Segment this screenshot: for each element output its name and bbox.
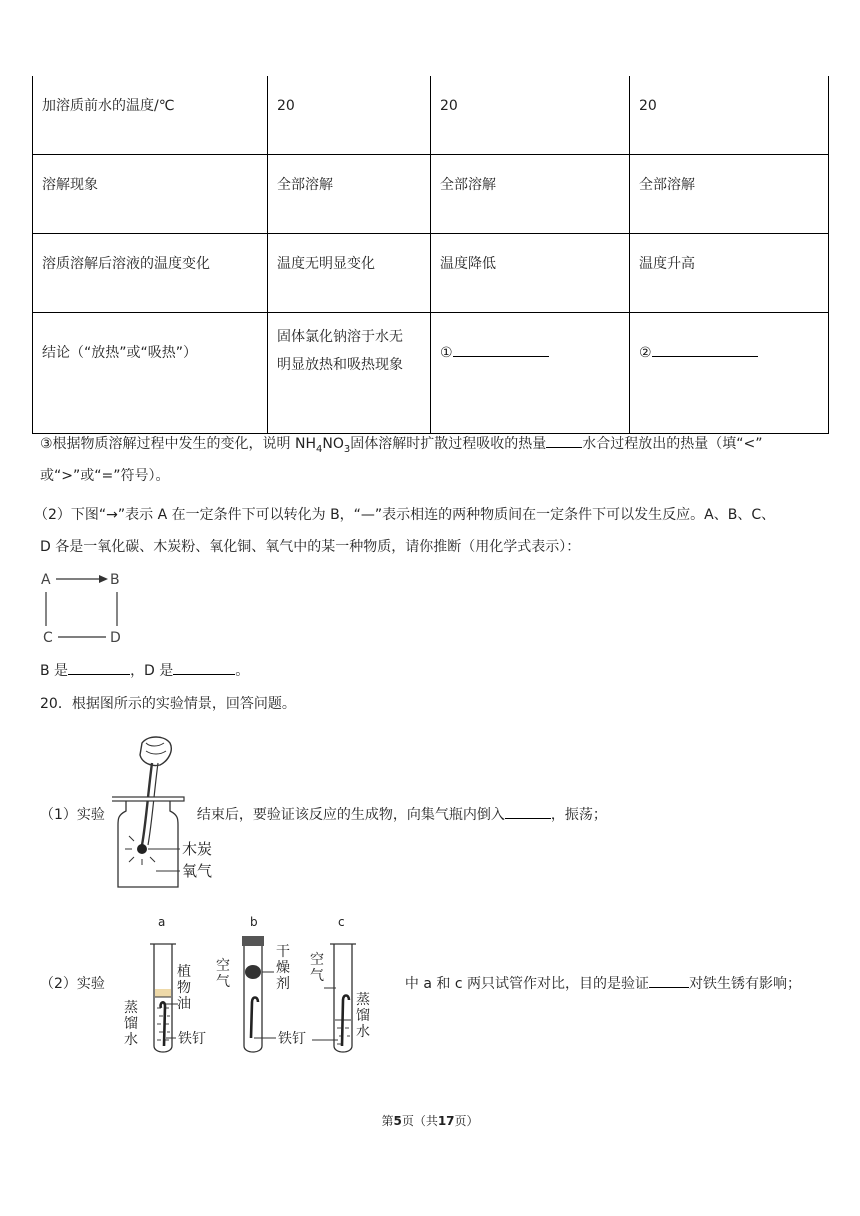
question-3-line1: [40, 432, 763, 462]
label-water-c: [356, 991, 370, 1040]
table-cell: 全部溶解: [431, 155, 630, 234]
text: （1）实验: [40, 807, 105, 823]
experiment-2-line: [40, 972, 801, 996]
subscript: 3: [343, 443, 351, 455]
text: NO: [322, 436, 344, 452]
label-nail-a: 铁钉: [178, 1031, 206, 1047]
text: 结束后，要验证该反应的生成物，向集气瓶内倒入: [196, 807, 505, 823]
answer-mark: ①: [440, 345, 453, 361]
answer-blank[interactable]: [453, 340, 549, 357]
node-b: B: [110, 572, 120, 588]
label-water-a: [124, 999, 138, 1048]
answer-blank-b[interactable]: [68, 659, 130, 675]
glyph: 水: [124, 1032, 138, 1048]
stopper: [242, 936, 264, 946]
table-cell: 全部溶解: [268, 155, 431, 234]
arrowhead: [99, 575, 108, 583]
glyph: 蒸: [124, 1000, 138, 1016]
answer-line: [40, 659, 249, 683]
cell-text: 固体氯化钠溶于水无: [277, 329, 403, 345]
glyph: 气: [216, 974, 230, 990]
text: （2）实验: [40, 976, 105, 992]
table-row: [33, 155, 829, 234]
table-cell: 20: [431, 76, 630, 155]
glyph: 剂: [276, 976, 290, 992]
table-row: [33, 76, 829, 155]
table-cell: 20: [268, 76, 431, 155]
row-label: 结论（“放热”或“吸热”）: [33, 313, 268, 434]
glyph: 空: [216, 958, 230, 974]
answer-cell: [630, 313, 829, 434]
answer-blank-d[interactable]: [173, 659, 235, 675]
answer-blank[interactable]: [649, 972, 689, 988]
text: ，振荡；: [550, 807, 607, 823]
text: 。: [235, 663, 250, 679]
table-row: [33, 234, 829, 313]
glyph: 油: [177, 996, 191, 1012]
glyph: 干: [276, 944, 290, 960]
bottle-lid: [112, 797, 184, 801]
answer-cell: [431, 313, 630, 434]
glyph: 气: [310, 968, 324, 984]
glyph: 馏: [124, 1016, 138, 1032]
answer-blank[interactable]: [505, 803, 551, 819]
answer-blank[interactable]: [652, 340, 758, 357]
experiment-table: [32, 76, 829, 434]
nail-c: [342, 996, 349, 1047]
answer-blank[interactable]: [546, 432, 582, 448]
label-oxygen: 氧气: [182, 862, 213, 880]
tube-c-label: c: [338, 915, 345, 929]
text: 水合过程放出的热量（填“<”: [582, 436, 763, 452]
tube-a-label: a: [158, 915, 166, 929]
cell-text: 明显放热和吸热现象: [277, 357, 403, 373]
footer-text: 页（共: [401, 1114, 438, 1128]
row-label: 溶解现象: [33, 155, 268, 234]
glyph: 植: [177, 964, 191, 980]
total-pages: 17: [437, 1114, 455, 1128]
footer-text: 第: [381, 1114, 394, 1128]
glyph: 水: [356, 1024, 370, 1040]
glyph: 物: [177, 980, 191, 996]
row-label: 加溶质前水的温度/℃: [33, 76, 268, 155]
text: 固体溶解时扩散过程吸收的热量: [350, 436, 547, 452]
text: 中 a 和 c 两只试管作对比，目的是验证: [404, 976, 649, 992]
text: 对铁生锈有影响；: [689, 976, 801, 992]
label-charcoal: 木炭: [182, 840, 213, 858]
table-cell: 温度降低: [431, 234, 630, 313]
node-c: C: [43, 630, 53, 646]
glyph: 空: [310, 952, 324, 968]
table-cell: [268, 313, 431, 434]
table-row: [33, 313, 829, 434]
table-cell: 温度无明显变化: [268, 234, 431, 313]
nail-b: [251, 998, 258, 1039]
table-cell: 温度升高: [630, 234, 829, 313]
question-20-title: 20．根据图所示的实验情景，回答问题。: [40, 696, 296, 712]
answer-mark: ②: [639, 345, 652, 361]
hand-icon: [140, 737, 171, 766]
experiment-1-line: [40, 803, 607, 827]
text: ，D 是: [130, 663, 174, 679]
label-nail-b: 铁钉: [278, 1031, 306, 1047]
charcoal-icon: [137, 844, 147, 854]
text: B 是: [40, 663, 69, 679]
glyph: 蒸: [356, 992, 370, 1008]
question-3-line2: 或“>”或“=”符号）。: [40, 468, 170, 484]
nail-a: [161, 1002, 165, 1046]
tube-b-label: b: [250, 915, 258, 929]
glyph: 燥: [276, 960, 290, 976]
text: ③根据物质溶解过程中发生的变化，说明 NH: [40, 436, 316, 452]
hand-detail: [146, 743, 166, 754]
table-cell: 全部溶解: [630, 155, 829, 234]
part-2-line2: D 各是一氧化碳、木炭粉、氧化铜、氧气中的某一种物质，请你推断（用化学式表示）：: [40, 539, 581, 555]
node-d: D: [110, 630, 121, 646]
page-footer: [0, 1112, 860, 1129]
page-number: 5: [393, 1114, 402, 1128]
node-a: A: [41, 572, 51, 588]
conversion-diagram: [38, 568, 138, 648]
glyph: 馏: [356, 1008, 370, 1024]
subscript: 4: [316, 443, 323, 455]
table-cell: 20: [630, 76, 829, 155]
row-label: 溶质溶解后溶液的温度变化: [33, 234, 268, 313]
part-2-line1: （2）下图“→”表示 A 在一定条件下可以转化为 B，“—”表示相连的两种物质间在一定条件下可以发生反应。A、B、C、: [34, 507, 776, 523]
footer-text: 页）: [454, 1114, 479, 1128]
